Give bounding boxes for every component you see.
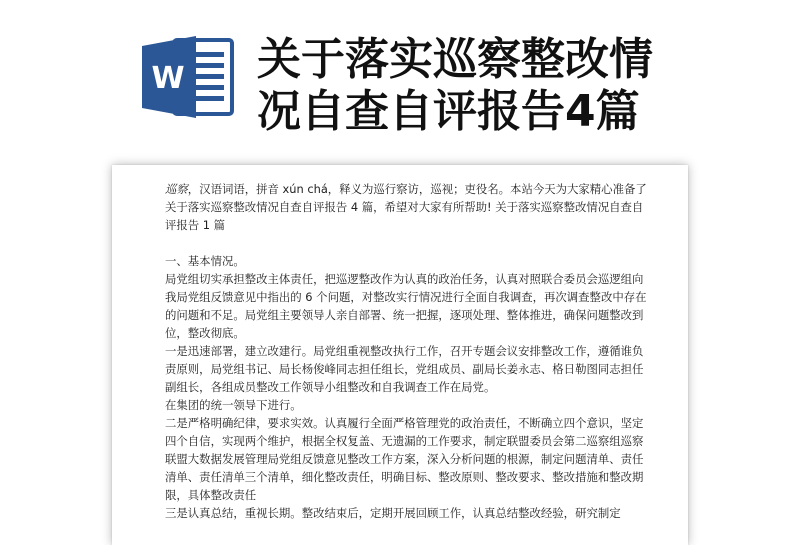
intro-paragraph (165, 180, 650, 234)
word-document-icon (140, 36, 236, 118)
section-heading: 一、基本情况。 (165, 254, 245, 268)
header-banner (0, 0, 800, 160)
paragraph: 一是迅速部署，建立改建行。局党组重视整改执行工作，召开专题会议安排整改工作，遵循谁负责原则，局党组书记、局长杨俊峰同志担任组长，党组成员、副局长姜永志、格日勒图同志担任副组长，各组成员整改工作领导小组整改和自我调查工作在局党。 (165, 344, 644, 394)
page-title (257, 34, 777, 138)
paragraph: 在集团的统一领导下进行。 (165, 398, 302, 412)
intro-text: ，汉语词语，拼音 xún chá，释义为巡行察访，巡视；吏役名。本站今天为大家精心准备了关于落实巡察整改情况自查自评报告 4 篇，希望对大家有所帮助! 关于落实巡察整改情况自查自评报告 1 篇 (165, 182, 647, 232)
intro-term: 巡察 (165, 182, 188, 196)
document-page (112, 165, 688, 545)
paragraph: 三是认真总结，重视长期。整改结束后，定期开展回顾工作，认真总结整改经验，研究制定 (165, 506, 621, 520)
document-body (165, 180, 650, 522)
title-line-1: 关于落实巡察整改情 (257, 34, 653, 85)
paragraph: 二是严格明确纪律，要求实效。认真履行全面严格管理党的政治责任，不断确立四个意识，坚定四个自信，实现两个维护，根据全权复盖、无遗漏的工作要求，制定联盟委员会第二巡察组巡察联盟大数据发展管理局党组反馈意见整改工作方案，深入分析问题的根源，制定问题清单、责任清单、责任清单三个清单，细化整改责任，明确目标、整改原则、整改要求、整改措施和整改期限，具体整改责任 (165, 416, 644, 502)
blank-line (165, 234, 650, 252)
title-line-2: 况自查自评报告4篇 (257, 86, 640, 137)
svg-text:W: W (151, 61, 185, 96)
paragraph: 局党组切实承担整改主体责任，把巡逻整改作为认真的政治任务，认真对照联合委员会巡逻组向我局党组反馈意见中指出的 6 个问题，对整改实行情况进行全面自我调查，再次调查整改中存在的问题和不足。局党组主要领导人亲自部署、统一把握，逐项处理、整体推进，确保问题整改到位，整改彻底。 (165, 272, 647, 340)
